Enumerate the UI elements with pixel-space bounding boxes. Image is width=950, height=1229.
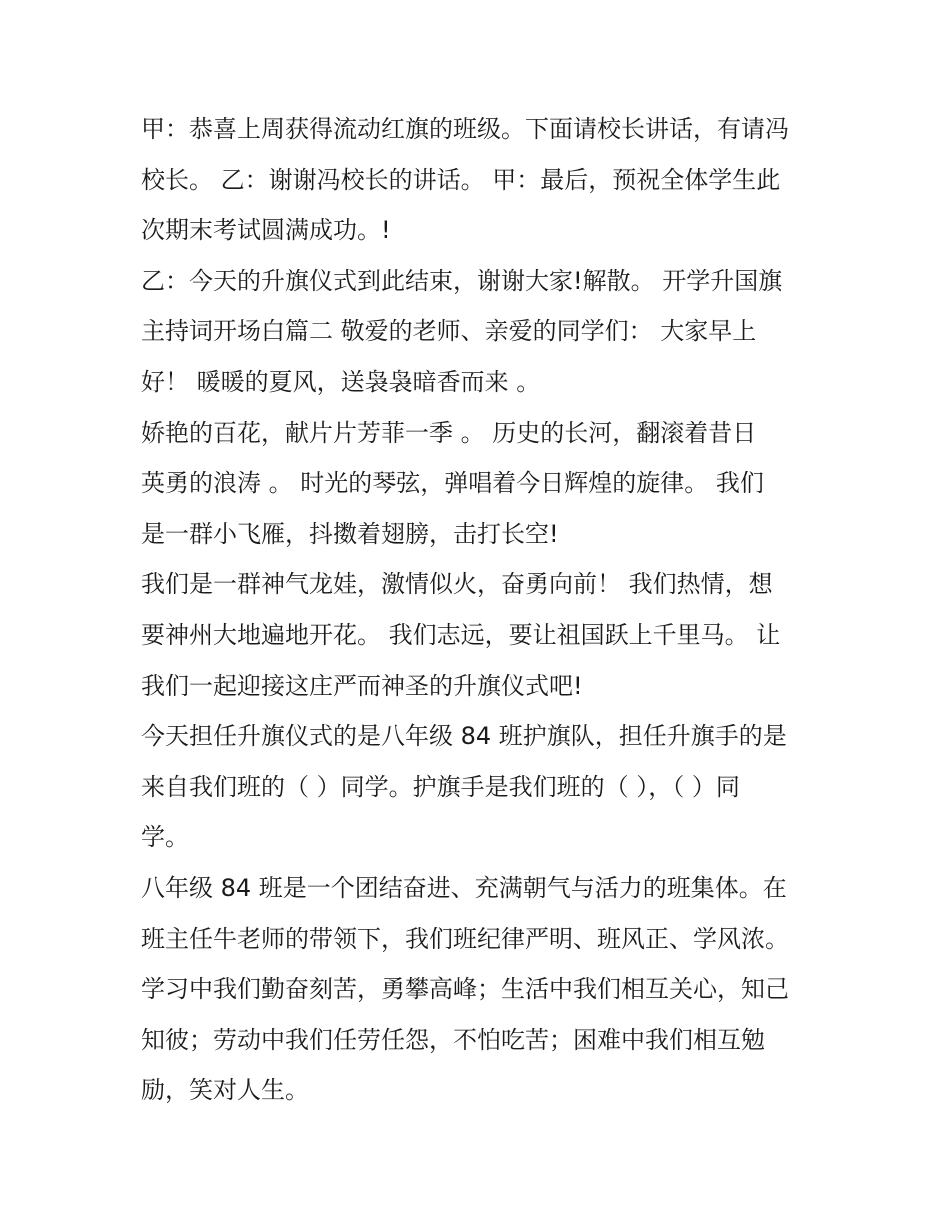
paragraph-5 (141, 711, 831, 863)
text-line: 甲：恭喜上周获得流动红旗的班级。下面请校长讲话，有请冯 (141, 115, 789, 143)
text-line: 英勇的浪涛 。 时光的琴弦，弹唱着今日辉煌的旋律。 我们 (141, 469, 764, 498)
paragraph-2 (141, 256, 831, 408)
text-line: 要神州大地遍地开花。 我们志远，要让祖国跃上千里马。 让 (141, 620, 781, 649)
text-line: 我们是一群神气龙娃，激情似火，奋勇向前！ 我们热情，想 (141, 570, 773, 599)
text-line: 我们一起迎接这庄严而神圣的升旗仪式吧! (141, 671, 583, 700)
paragraph-6 (141, 863, 831, 1116)
text-line: 八年级 84 班是一个团结奋进、充满朝气与活力的班集体。在 (141, 873, 787, 902)
text-line: 乙：今天的升旗仪式到此结束，谢谢大家!解散。 开学升国旗 (141, 266, 783, 295)
text-line: 学。 (141, 823, 189, 852)
document-body (141, 104, 831, 1116)
text-line: 主持词开场白篇二 敬爱的老师、亲爱的同学们： 大家早上 (141, 317, 757, 346)
text-line: 来自我们班的（ ）同学。护旗手是我们班的（ ），（ ）同 (141, 772, 740, 801)
text-line: 校长。 乙：谢谢冯校长的讲话。 甲：最后，预祝全体学生此 (141, 165, 781, 194)
paragraph-4 (141, 559, 831, 711)
text-line: 是一群小飞雁，抖擞着翅膀，击打长空! (141, 519, 559, 548)
paragraph-3 (141, 408, 831, 560)
text-line: 今天担任升旗仪式的是八年级 84 班护旗队，担任升旗手的是 (141, 722, 787, 751)
text-line: 次期末考试圆满成功。! (141, 216, 391, 245)
text-line: 班主任牛老师的带领下，我们班纪律严明、班风正、学风浓。 (141, 924, 789, 953)
text-line: 学习中我们勤奋刻苦，勇攀高峰；生活中我们相互关心，知己 (141, 975, 789, 1004)
text-line: 励，笑对人生。 (141, 1076, 309, 1105)
paragraph-1 (141, 104, 831, 256)
text-line: 娇艳的百花，献片片芳菲一季 。 历史的长河，翻滚着昔日 (141, 418, 757, 447)
text-line: 好！ 暖暖的夏风，送袅袅暗香而来 。 (141, 367, 541, 396)
text-line: 知彼；劳动中我们任劳任怨，不怕吃苦；困难中我们相互勉 (141, 1025, 765, 1054)
